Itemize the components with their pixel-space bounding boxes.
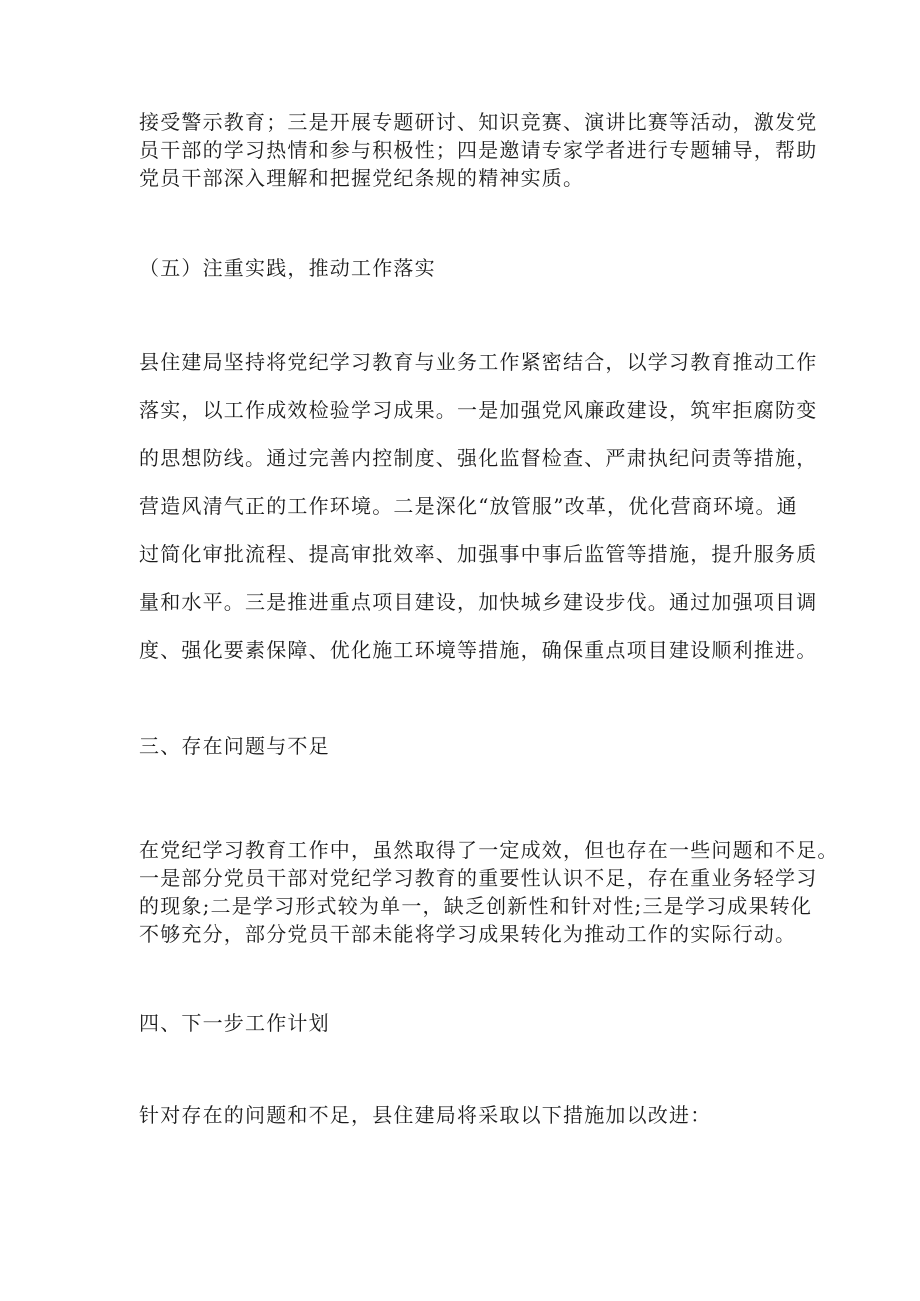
section5-line: 度、强化要素保障、优化施工环境等措施，确保重点项目建设顺利推进。 <box>139 638 818 662</box>
section4-line: 针对存在的问题和不足，县住建局将采取以下措施加以改进： <box>139 1103 712 1127</box>
intro-line: 员干部的学习热情和参与积极性；四是邀请专家学者进行专题辅导，帮助 <box>139 138 818 162</box>
section5-heading: （五）注重实践，推动工作落实 <box>139 256 436 280</box>
section4-heading: 四、下一步工作计划 <box>139 1011 330 1035</box>
section4-paragraph <box>139 1101 799 1129</box>
intro-paragraph <box>139 108 818 192</box>
intro-line: 党员干部深入理解和把握党纪条规的精神实质。 <box>139 166 585 190</box>
section3-line: 在党纪学习教育工作中，虽然取得了一定成效，但也存在一些问题和不足。 <box>139 838 839 862</box>
section3-heading: 三、存在问题与不足 <box>139 734 330 758</box>
section5-line: 过简化审批流程、提高审批效率、加强事中事后监管等措施，提升服务质 <box>139 542 818 566</box>
intro-line: 接受警示教育；三是开展专题研讨、知识竞赛、演讲比赛等活动，激发党 <box>139 110 818 134</box>
section3-line: 一是部分党员干部对党纪学习教育的重要性认识不足，存在重业务轻学习 <box>139 866 818 890</box>
section5-line: 的思想防线。通过完善内控制度、强化监督检查、严肃执纪问责等措施， <box>139 446 818 470</box>
section5-line: 量和水平。三是推进重点项目建设，加快城乡建设步伐。通过加强项目调 <box>139 590 818 614</box>
section3-line: 的现象;二是学习形式较为单一，缺乏创新性和针对性;三是学习成果转化 <box>139 894 813 918</box>
section3-paragraph <box>139 836 839 948</box>
section5-line: 落实，以工作成效检验学习成果。一是加强党风廉政建设，筑牢拒腐防变 <box>139 398 818 422</box>
section5-line: 营造风清气正的工作环境。二是深化“放管服”改革，优化营商环境。通 <box>139 494 798 518</box>
section3-line: 不够充分，部分党员干部未能将学习成果转化为推动工作的实际行动。 <box>139 922 797 946</box>
section5-line: 县住建局坚持将党纪学习教育与业务工作紧密结合，以学习教育推动工作 <box>139 350 818 374</box>
section5-paragraph <box>139 338 818 674</box>
